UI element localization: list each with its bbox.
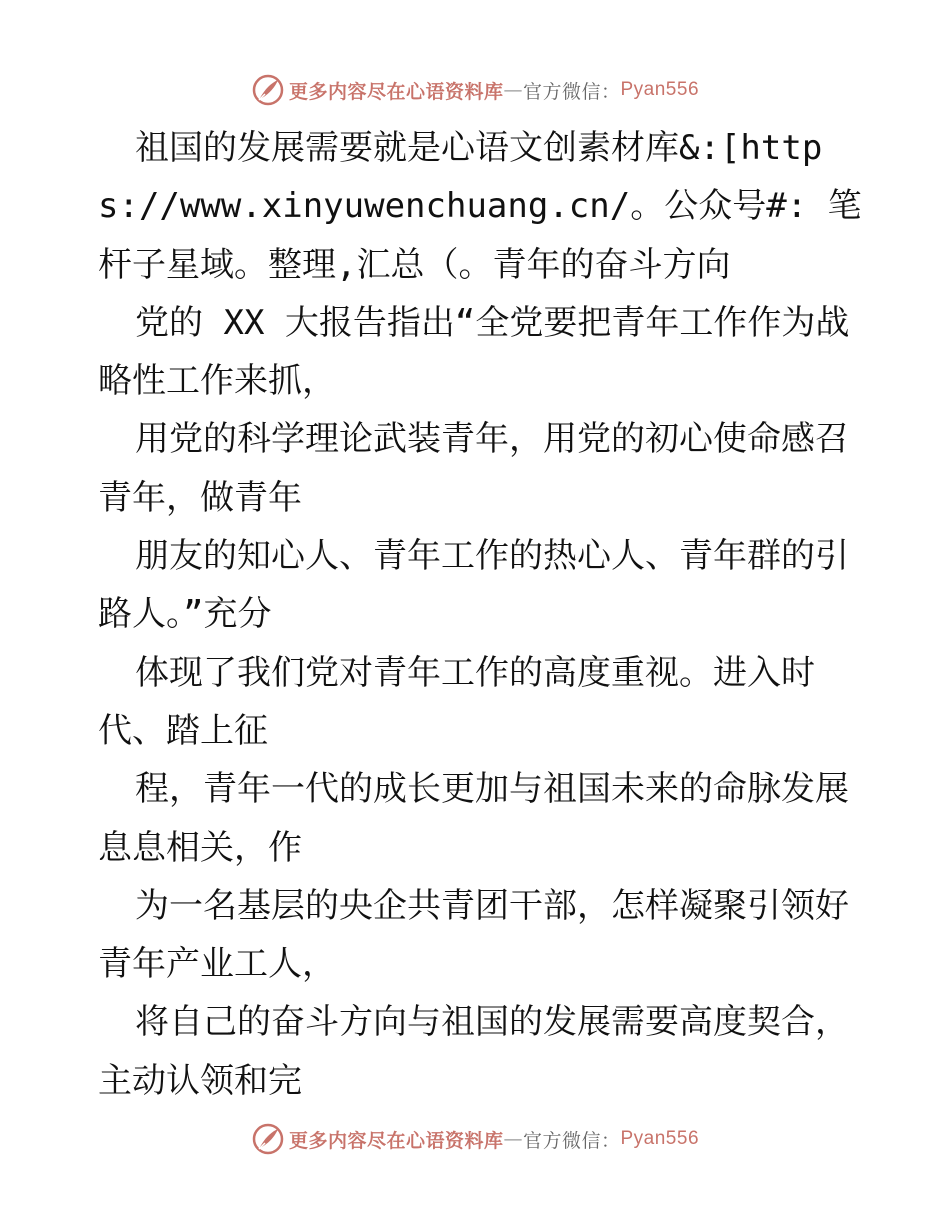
paragraph: 为一名基层的央企共青团干部，怎样凝聚引领好青年产业工人， <box>98 885 849 985</box>
paragraph: 党的 XX 大报告指出“全党要把青年工作作为战略性工作来抓， <box>98 302 850 402</box>
watermark-separator: — <box>503 1128 523 1150</box>
watermark-separator: — <box>503 79 523 101</box>
watermark-lead-text: 更多内容尽在心语资料库 <box>288 80 504 103</box>
feather-quill-icon <box>251 73 285 107</box>
paragraph: 用党的科学理论武装青年，用党的初心使命感召青年，做青年 <box>98 419 849 518</box>
watermark-handle: Pyan556 <box>620 79 700 100</box>
paragraph: 祖国的发展需要就是心语文创素材库&:[https://www.xinyuwenchuang.cn/。公众号#: 笔杆子星域。整理,汇总（。青年的奋斗方向 <box>98 128 862 285</box>
document-body <box>98 119 868 1110</box>
paragraph: 体现了我们党对青年工作的高度重视。进入时代、踏上征 <box>98 652 815 751</box>
watermark-lead-text: 更多内容尽在心语资料库 <box>288 1129 504 1152</box>
paragraph: 程，青年一代的成长更加与祖国未来的命脉发展息息相关，作 <box>98 769 849 868</box>
paragraph: 朋友的知心人、青年工作的热心人、青年群的引路人。”充分 <box>98 536 849 635</box>
watermark-handle: Pyan556 <box>620 1128 700 1149</box>
watermark-wechat-label: 官方微信： <box>522 1129 621 1152</box>
footer-watermark <box>0 1119 950 1159</box>
paragraph: 将自己的奋斗方向与祖国的发展需要高度契合，主动认领和完 <box>98 1002 849 1101</box>
watermark-wechat-label: 官方微信： <box>522 80 621 103</box>
feather-quill-icon <box>251 1122 285 1156</box>
header-watermark <box>0 70 950 110</box>
